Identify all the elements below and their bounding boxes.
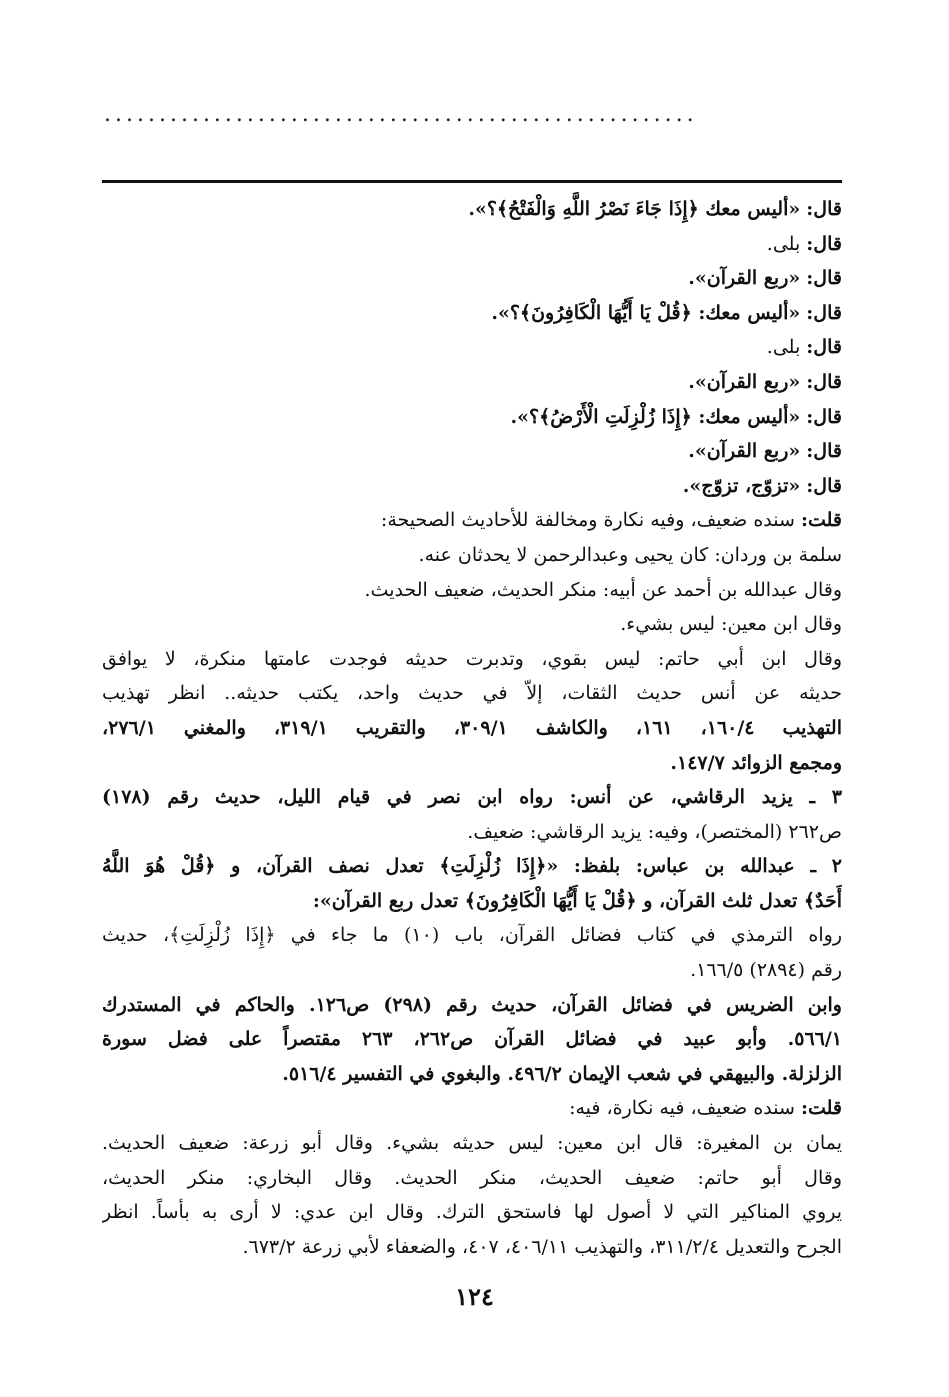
text-line: وقال ابن معين: ليس بشيء. [620, 613, 842, 636]
text-line: وقال أبو حاتم: ضعيف الحديث، منكر الحديث. وقال البخاري: منكر الحديث، [102, 1166, 842, 1189]
text-line: الجرح والتعديل ٣١١/٢/٤، والتهذيب ٤٠٦/١١، ٤٠٧، والضعفاء لأبي زرعة ٦٧٣/٢. [242, 1235, 842, 1258]
item-2-line: الزلزلة. والبيهقي في شعب الإيمان ٤٩٦/٢. والبغوي في التفسير ٥١٦/٤. [282, 1062, 842, 1085]
dialogue-line: قال: «أليس معك: ﴿قُلْ يَا أَيُّهَا الْكَافِرُونَ﴾؟». [491, 301, 842, 324]
horizontal-rule [102, 180, 842, 183]
item-3-line: ٣ ـ يزيد الرقاشي، عن أنس: رواه ابن نصر في قيام الليل، حديث رقم (١٧٨) [102, 786, 842, 809]
text-line: ومجمع الزوائد ١٤٧/٧. [670, 751, 842, 774]
item-2-line: أَحَدٌ﴾ تعدل ثلث القرآن، و ﴿قُلْ يَا أَيُّهَا الْكَافِرُونَ﴾ تعدل ربع القرآن»: [312, 889, 842, 912]
text-line: يمان بن المغيرة: قال ابن معين: ليس حديثه بشيء. وقال أبو زرعة: ضعيف الحديث. [102, 1132, 842, 1155]
text-line: حديثه عن أنس حديث الثقات، إلاّ في حديث واحد، يكتب حديثه.. انظر تهذيب [102, 682, 842, 705]
item-2-line: وابن الضريس في فضائل القرآن، حديث رقم (٢٩٨) ص١٢٦. والحاكم في المستدرك [102, 993, 842, 1016]
dialogue-line: قال: «ربع القرآن». [688, 370, 842, 393]
dialogue-line: قال: «تزوّج، تزوّج». [682, 474, 842, 497]
item-2-line: رقم (٢٨٩٤) ١٦٦/٥. [690, 959, 842, 982]
text-line: وقال عبدالله بن أحمد عن أبيه: منكر الحديث، ضعيف الحديث. [364, 578, 842, 601]
dotted-separator: ...................................................... [104, 104, 698, 126]
text-line: وقال ابن أبي حاتم: ليس بقوي، وتدبرت حديثه فوجدت عامتها منكرة، لا يوافق [102, 647, 842, 670]
item-3-line: ص٢٦٢ (المختصر)، وفيه: يزيد الرقاشي: ضعيف. [467, 820, 842, 843]
item-2-line: ٥٦٦/١. وأبو عبيد في فضائل القرآن ص٢٦٢، ٢٦٣ مقتصراً على فضل سورة [102, 1028, 842, 1051]
dialogue-line: قال: بلى. [766, 232, 842, 255]
text-line: التهذيب ١٦٠/٤، ١٦١، والكاشف ٣٠٩/١، والتقريب ٣١٩/١، والمغني ٢٧٦/١، [102, 716, 842, 739]
item-2-line: رواه الترمذي في كتاب فضائل القرآن، باب (١٠) ما جاء في ﴿إِذَا زُلْزِلَتِ﴾، حديث [102, 924, 842, 947]
text-line: سلمة بن وردان: كان يحيى وعبدالرحمن لا يحدثان عنه. [418, 543, 842, 566]
dialogue-line: قال: «ربع القرآن». [688, 267, 842, 290]
dialogue-line: قال: «أليس معك ﴿إِذَا جَاءَ نَصْرُ اللَّهِ وَالْفَتْحُ﴾؟». [468, 198, 842, 220]
text-line: يروي المناكير التي لا أصول لها فاستحق الترك. وقال ابن عدي: لا أرى به بأساً. انظر [102, 1201, 842, 1224]
page-body [102, 192, 842, 1264]
dialogue-line: قال: بلى. [766, 336, 842, 359]
dialogue-line: قال: «أليس معك: ﴿إِذَا زُلْزِلَتِ الْأَرْضُ﴾؟». [510, 405, 842, 428]
note-line: قلت: سنده ضعيف، فيه نكارة، فيه: [569, 1097, 842, 1120]
dialogue-line: قال: «ربع القرآن». [688, 440, 842, 463]
page-number: ١٢٤ [455, 1282, 494, 1311]
item-2-line: ٢ ـ عبدالله بن عباس: بلفظ: «﴿إِذَا زُلْزِلَتِ﴾ تعدل نصف القرآن، و ﴿قُلْ هُوَ اللَّهُ [102, 855, 842, 878]
note-line: قلت: سنده ضعيف، وفيه نكارة ومخالفة للأحاديث الصحيحة: [380, 509, 842, 532]
